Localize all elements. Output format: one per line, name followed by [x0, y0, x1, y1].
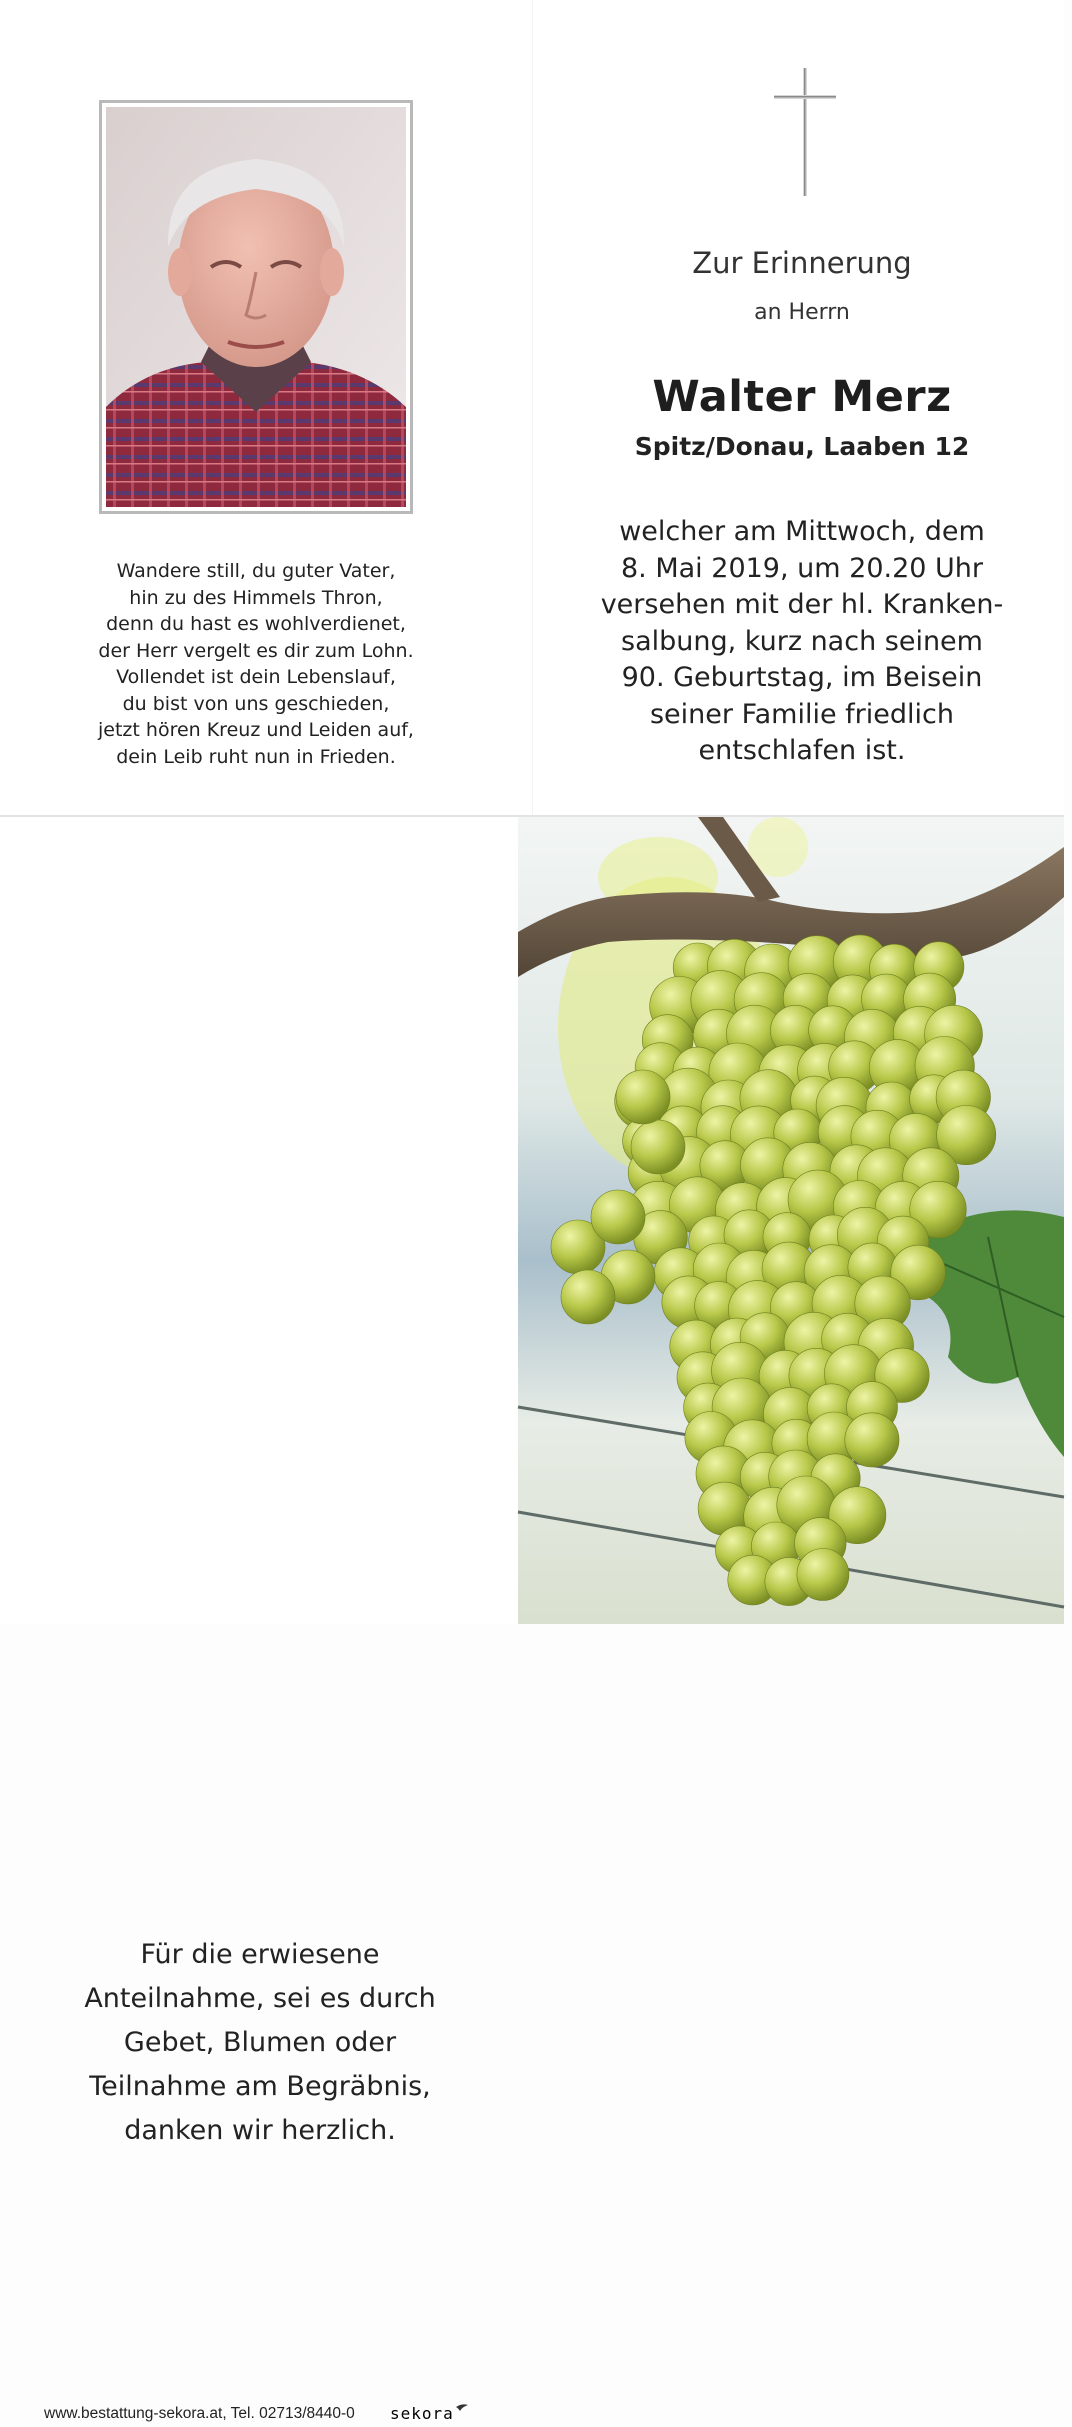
intro-subheading: an Herrn — [754, 300, 850, 325]
logo-text: sekora — [390, 2404, 454, 2423]
poem-line: Vollendet ist dein Lebenslauf, — [116, 666, 396, 688]
portrait-image — [106, 107, 406, 507]
intro-heading: Zur Erinnerung — [692, 246, 912, 280]
poem-line: du bist von uns geschieden, — [122, 692, 390, 715]
poem-line: denn du hast es wohlverdienet, — [106, 613, 406, 635]
thanks-line: Für die erwiesene — [140, 1939, 380, 1970]
poem-line: dein Leib ruht nun in Frieden. — [116, 745, 396, 768]
notice-line: 8. Mai 2019, um 20.20 Uhr — [621, 552, 983, 584]
notice-line: seiner Familie friedlich — [649, 698, 954, 730]
death-notice — [562, 514, 1042, 770]
thanks-line: Gebet, Blumen oder — [123, 2027, 397, 2058]
notice-line: salbung, kurz nach seinem — [621, 625, 983, 657]
grapes-photo — [518, 817, 1064, 1624]
memorial-card-inside — [0, 0, 1064, 815]
notice-line: versehen mit der hl. Kranken- — [600, 589, 1004, 620]
grape-berry — [616, 1070, 670, 1124]
thanks-line: danken wir herzlich. — [124, 2115, 396, 2146]
grape-berry — [561, 1270, 615, 1324]
grape-berry — [631, 1120, 685, 1174]
cross-icon — [774, 68, 836, 196]
thanks-line: Teilnahme am Begräbnis, — [89, 2071, 431, 2102]
poem-line: der Herr vergelt es dir zum Lohn. — [98, 639, 414, 662]
grape-berry — [845, 1413, 899, 1467]
portrait-photo — [99, 100, 413, 514]
deceased-address: Spitz/Donau, Laaben 12 — [634, 432, 970, 461]
sekora-logo — [390, 2401, 470, 2427]
poem-line: Wandere still, du guter Vater, — [116, 560, 396, 582]
notice-line: 90. Geburtstag, im Beisein — [621, 662, 983, 693]
memorial-poem — [56, 558, 456, 770]
deceased-name: Walter Merz — [652, 372, 952, 422]
thanks-line: Anteilnahme, sei es durch — [84, 1983, 436, 2014]
thanks-message — [40, 1933, 480, 2153]
grape-berry — [797, 1549, 849, 1601]
memorial-card-outside — [0, 817, 1064, 2423]
grapes-image — [518, 817, 1064, 1624]
bird-icon — [456, 2404, 468, 2411]
notice-line: entschlafen ist. — [698, 735, 906, 766]
poem-line: hin zu des Himmels Thron, — [129, 586, 383, 609]
poem-line: jetzt hören Kreuz und Leiden auf, — [98, 719, 414, 741]
grape-berry — [591, 1190, 645, 1244]
notice-line: welcher am Mittwoch, dem — [619, 516, 985, 547]
funeral-home-contact: www.bestattung-sekora.at, Tel. 02713/8440-0 — [44, 2405, 355, 2422]
